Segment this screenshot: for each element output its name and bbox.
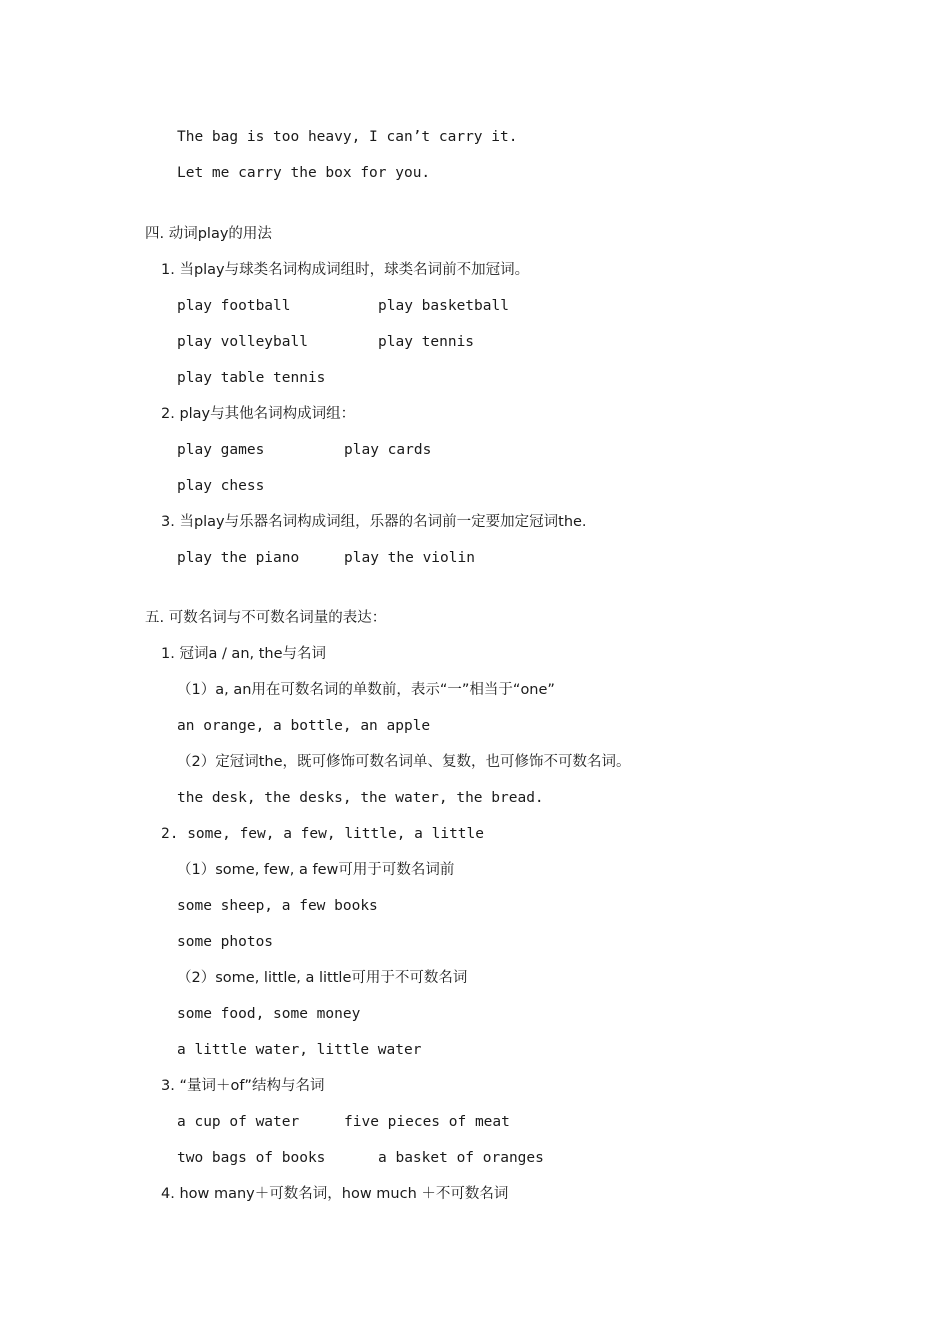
sub-item: （2）定冠词the，既可修饰可数名词单、复数，也可修饰不可数名词。 xyxy=(177,754,631,770)
phrase: some photos xyxy=(177,934,274,950)
phrase: two bags of books xyxy=(177,1150,326,1166)
sub-item: （2）some, little, a little可用于不可数名词 xyxy=(177,970,468,986)
phrase: play the violin xyxy=(344,550,475,566)
phrase: play games xyxy=(177,442,265,458)
phrase: play tennis xyxy=(378,334,475,350)
phrase: the desk, the desks, the water, the bread. xyxy=(177,790,544,806)
list-item: 4. how many＋可数名词，how much ＋不可数名词 xyxy=(161,1186,509,1202)
list-item: 1. 当play与球类名词构成词组时，球类名词前不加冠词。 xyxy=(161,262,530,278)
phrase: play basketball xyxy=(378,298,509,314)
sub-item: （1）a, an用在可数名词的单数前，表示“一”相当于“one” xyxy=(177,682,555,698)
list-item: 3. 当play与乐器名词构成词组，乐器的名词前一定要加定冠词the. xyxy=(161,514,587,530)
section-heading: 四. 动词play的用法 xyxy=(145,226,272,242)
example-sentence: The bag is too heavy, I can’t carry it. xyxy=(177,129,518,145)
phrase: a basket of oranges xyxy=(378,1150,544,1166)
sub-item: （1）some, few, a few可用于可数名词前 xyxy=(177,862,455,878)
phrase: play football xyxy=(177,298,291,314)
phrase: a little water, little water xyxy=(177,1042,422,1058)
phrase: play the piano xyxy=(177,550,300,566)
example-sentence: Let me carry the box for you. xyxy=(177,165,431,181)
phrase: play volleyball xyxy=(177,334,308,350)
list-item: 1. 冠词a / an, the与名词 xyxy=(161,646,327,662)
phrase: some sheep, a few books xyxy=(177,898,378,914)
list-item: 2. play与其他名词构成词组： xyxy=(161,406,356,422)
phrase: play cards xyxy=(344,442,432,458)
list-item: 3. “量词＋of”结构与名词 xyxy=(161,1078,325,1094)
phrase: play table tennis xyxy=(177,370,326,386)
phrase: an orange, a bottle, an apple xyxy=(177,718,431,734)
phrase: five pieces of meat xyxy=(344,1114,510,1130)
list-item: 2. some, few, a few, little, a little xyxy=(161,826,485,842)
phrase: some food, some money xyxy=(177,1006,361,1022)
section-heading: 五. 可数名词与不可数名词量的表达： xyxy=(145,610,387,626)
phrase: play chess xyxy=(177,478,265,494)
phrase: a cup of water xyxy=(177,1114,300,1130)
